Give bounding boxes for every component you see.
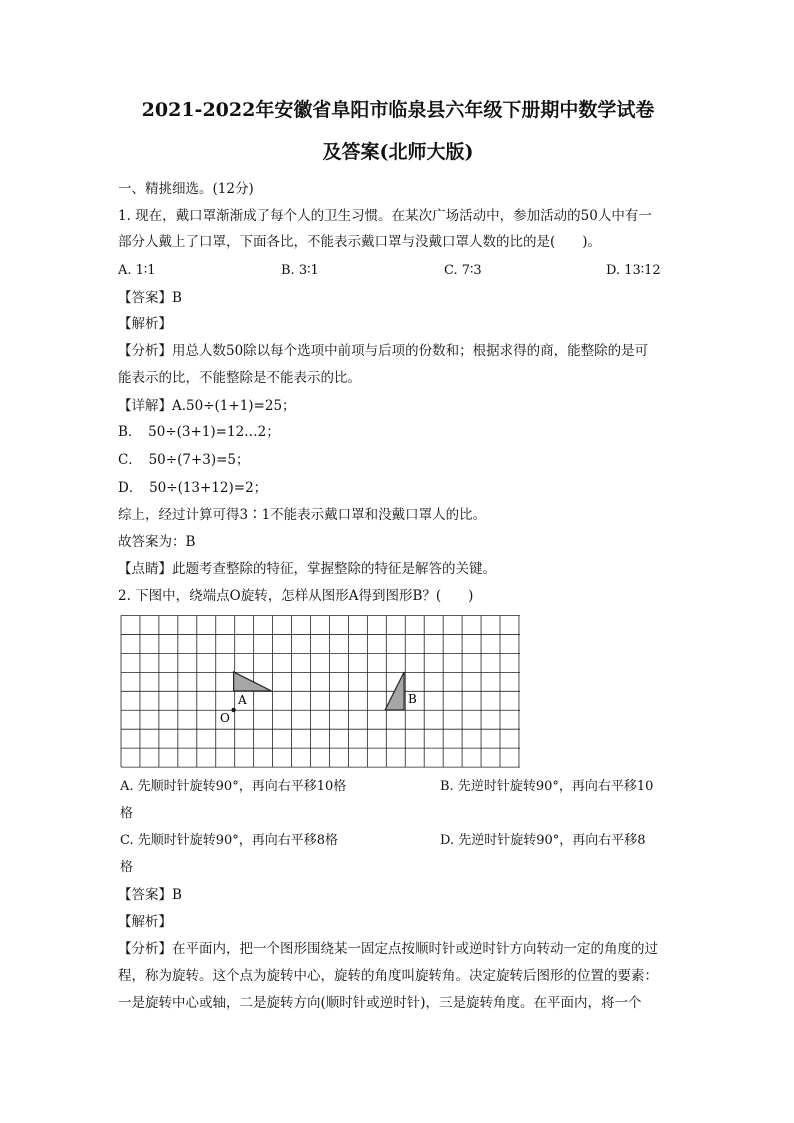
q1-summary: 综上，经过计算可得3∶1不能表示戴口罩和没戴口罩人的比。 — [118, 507, 487, 523]
document-title-line2: 及答案(北师大版) — [322, 141, 474, 163]
q1-stem-line1: 1. 现在，戴口罩渐渐成了每个人的卫生习惯。在某次广场活动中，参加活动的50人中有一 — [118, 208, 652, 224]
q2-stem: 2. 下图中，绕端点O旋转，怎样从图形A得到图形B？( ) — [118, 588, 474, 604]
section-heading: 一、精挑细选。(12分) — [118, 181, 254, 197]
triangle-a — [234, 672, 272, 691]
q1-detail-line: 【详解】A.50÷(1+1)=25； — [118, 398, 296, 414]
label-a: A — [238, 693, 247, 707]
q2-option-a: A. 先顺时针旋转90°，再向右平移10格 — [120, 779, 347, 794]
q1-analysis-line2: 能表示的比，不能整除是不能表示的比。 — [118, 370, 361, 386]
q1-detail-line: B． 50÷(3+1)=12…2； — [118, 424, 280, 440]
q1-point: 【点睛】此题考查整除的特征，掌握整除的特征是解答的关键。 — [118, 561, 496, 577]
label-o: O — [220, 711, 230, 725]
q1-detail-line: C． 50÷(7+3)=5； — [118, 452, 250, 468]
q2-analysis-line: 程，称为旋转。这个点为旋转中心，旋转的角度叫旋转角。决定旋转后图形的位置的要素： — [118, 968, 658, 984]
point-o-dot — [231, 708, 235, 712]
q2-option-b-line2: 格 — [120, 806, 134, 821]
q2-option-b-line1: B. 先逆时针旋转90°，再向右平移10 — [440, 779, 654, 794]
q1-analysis-heading: 【解析】 — [118, 316, 172, 332]
q1-stem-line2: 部分人戴上了口罩，下面各比，不能表示戴口罩与没戴口罩人数的比的是( )。 — [118, 234, 602, 250]
q1-option-a: A. 1∶1 — [118, 263, 156, 278]
q2-option-d-line1: D. 先逆时针旋转90°，再向右平移8 — [440, 833, 646, 848]
document-title-line1: 2021-2022年安徽省阜阳市临泉县六年级下册期中数学试卷 — [141, 99, 655, 121]
grid-lines — [121, 616, 520, 768]
q2-answer: 【答案】B — [118, 887, 182, 903]
q2-analysis-line: 【分析】在平面内，把一个图形围绕某一固定点按顺时针或逆时针方向转动一定的角度的过 — [118, 941, 658, 957]
q2-analysis-line: 一是旋转中心或轴，二是旋转方向(顺时针或逆时针)，三是旋转角度。在平面内，将一个 — [118, 995, 642, 1011]
q1-option-b: B. 3∶1 — [281, 263, 319, 278]
q1-analysis-line1: 【分析】用总人数50除以每个选项中前项与后项的份数和；根据求得的商，能整除的是可 — [118, 343, 649, 359]
q1-detail-line: D． 50÷(13+12)=2； — [118, 480, 268, 496]
q2-analysis-heading: 【解析】 — [118, 914, 172, 930]
q1-final-answer: 故答案为：B — [118, 534, 196, 550]
q1-answer: 【答案】B — [118, 290, 182, 306]
q1-option-c: C. 7∶3 — [444, 263, 482, 278]
label-b: B — [408, 692, 417, 706]
q2-option-d-line2: 格 — [120, 860, 134, 875]
q1-option-d: D. 13∶12 — [606, 263, 661, 278]
rotation-grid-figure — [120, 615, 520, 768]
q2-option-c: C. 先顺时针旋转90°，再向右平移8格 — [120, 833, 339, 848]
